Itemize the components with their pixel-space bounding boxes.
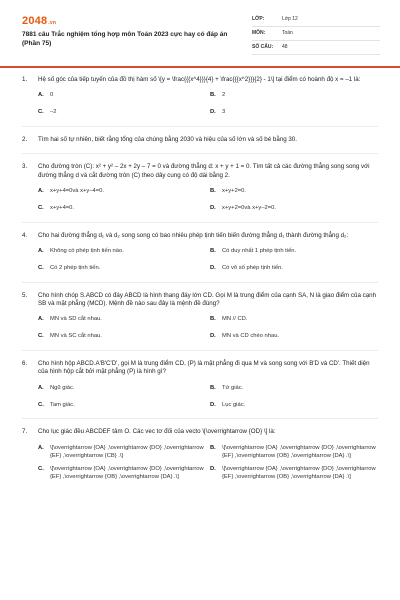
options: [38, 445, 378, 482]
option-text: MN và SD cắt nhau.: [50, 316, 102, 323]
option-c[interactable]: [38, 333, 210, 341]
option-letter: A.: [38, 384, 44, 391]
meta-label: SỐ CÂU:: [252, 44, 274, 51]
question-number: 7.: [22, 428, 28, 436]
question-7: [0, 428, 400, 482]
option-text: 2: [222, 92, 226, 99]
meta-row-class: [252, 13, 380, 27]
option-b[interactable]: [210, 188, 382, 196]
meta-label: LỚP:: [252, 16, 265, 23]
option-letter: A.: [38, 248, 44, 255]
option-d[interactable]: [210, 205, 382, 213]
option-a[interactable]: [38, 248, 210, 256]
question-text: Cho hình chóp S.ABCD có đáy ABCD là hình thang đáy lớn CD. Gọi M là trung điểm của cạnh SA, N là giao điểm của cạnh SB và mặt phẳng (MCD). Mệnh đề nào sau đây là mệnh đề đúng?: [38, 291, 377, 308]
question-number: 1.: [22, 76, 28, 83]
meta-value: 48: [282, 44, 288, 51]
option-d[interactable]: [210, 265, 382, 273]
question-1: [0, 76, 400, 117]
question-text: Tìm hai số tự nhiên, biết rằng tổng của chúng bằng 2030 và hiệu của số lớn và số bé bằng 30.: [38, 135, 297, 143]
option-text: MN và CD chéo nhau.: [222, 333, 280, 340]
question-5: [0, 292, 400, 341]
option-a[interactable]: [38, 385, 210, 393]
option-text: –2: [50, 109, 57, 116]
option-letter: A.: [38, 444, 44, 451]
option-letter: D.: [210, 109, 216, 116]
divider: [22, 418, 378, 419]
option-letter: B.: [210, 188, 216, 195]
option-text: \[\overrightarrow {OA} ,\overrightarrow {DO} ,\overrightarrow {EF} ,\overrightarrow {OB} ,\overrightarrow {DA} .\]: [50, 466, 204, 481]
option-a[interactable]: [38, 92, 210, 100]
options: [38, 248, 378, 273]
option-letter: D.: [210, 264, 216, 271]
option-letter: D.: [210, 466, 216, 473]
meta-table: [252, 13, 380, 55]
question-text: Cho đường tròn (C): x² + y² – 2x + 2y – 7 = 0 và đường thẳng d: x + y + 1 = 0. Tìm tất cả các đường thẳng song song với đường thẳng d và cắt đường tròn (C) theo dây cung có độ dài bằng 2.: [38, 163, 370, 179]
option-b[interactable]: [210, 248, 382, 256]
option-letter: C.: [38, 466, 44, 473]
option-text: Không có phép tịnh tiến nào.: [50, 248, 124, 255]
option-letter: C.: [38, 204, 44, 211]
option-letter: D.: [210, 401, 216, 408]
option-letter: C.: [38, 264, 44, 271]
option-c[interactable]: [38, 205, 210, 213]
question-3: [0, 163, 400, 212]
option-text: \[\overrightarrow {OA} ,\overrightarrow {DO} ,\overrightarrow {EF} ,\overrightarrow {OB} ,\overrightarrow {DA} .\]: [222, 466, 376, 481]
question-text: Hệ số góc của tiếp tuyến của đồ thị hàm số \[y = \frac{{{x^4}}}{4} + \frac{{{x^2}}}{2} - 1\] tại điểm có hoành độ x = –1 là:: [38, 76, 361, 83]
option-c[interactable]: [38, 109, 210, 117]
option-text: Ngũ giác.: [50, 384, 75, 391]
option-letter: B.: [210, 92, 216, 99]
option-d[interactable]: [210, 466, 382, 482]
option-letter: B.: [210, 248, 216, 255]
options: [38, 385, 378, 410]
page-title: 7881 câu Trắc nghiệm tổng hợp môn Toán 2023 cực hay có đáp án (Phần 75): [22, 31, 228, 48]
option-b[interactable]: [210, 445, 382, 461]
header-divider: [0, 66, 400, 68]
option-a[interactable]: [38, 316, 210, 324]
option-text: Có duy nhất 1 phép tịnh tiến.: [222, 248, 297, 255]
option-text: Có vô số phép tịnh tiến.: [222, 264, 283, 271]
option-text: \[\overrightarrow {OA} ,\overrightarrow {DO} ,\overrightarrow {EF} ,\overrightarrow {CB} .\]: [50, 444, 204, 459]
option-d[interactable]: [210, 333, 382, 341]
option-c[interactable]: [38, 402, 210, 410]
divider: [22, 153, 378, 154]
option-c[interactable]: [38, 265, 210, 273]
option-text: Tứ giác.: [222, 384, 244, 391]
divider: [22, 222, 378, 223]
header: [0, 0, 400, 66]
option-text: Tam giác.: [50, 401, 75, 408]
question-number: 4.: [22, 231, 28, 239]
divider: [22, 126, 378, 127]
option-letter: B.: [210, 444, 216, 451]
option-text: Có 2 phép tịnh tiến.: [50, 264, 101, 271]
option-text: \[\overrightarrow {OA} ,\overrightarrow {DO} ,\overrightarrow {EF} ,\overrightarrow {OB} ,\overrightarrow {DA} .\]: [222, 444, 376, 459]
question-number: 5.: [22, 291, 28, 299]
option-b[interactable]: [210, 385, 382, 393]
divider: [22, 282, 378, 283]
option-letter: A.: [38, 92, 44, 99]
option-a[interactable]: [38, 188, 210, 196]
meta-row-count: [252, 41, 380, 55]
option-letter: D.: [210, 333, 216, 340]
logo-text: 2048: [22, 15, 48, 27]
question-6: [0, 360, 400, 409]
option-a[interactable]: [38, 445, 210, 461]
meta-row-subject: [252, 27, 380, 41]
option-letter: A.: [38, 316, 44, 323]
question-text: Cho hai đường thẳng d₁ và d₂ song song có bao nhiêu phép tịnh tiến biến đường thẳng d₁ thành đường thẳng d₂:: [38, 231, 349, 239]
option-d[interactable]: [210, 402, 382, 410]
option-letter: A.: [38, 188, 44, 195]
question-number: 3.: [22, 163, 28, 171]
question-text: Cho lục giác đều ABCDEF tâm O. Các vec tơ đối của vecto \[\overrightarrow {OD} \] là:: [38, 428, 276, 436]
site-logo[interactable]: [22, 14, 56, 29]
option-text: MN và SC cắt nhau.: [50, 333, 102, 340]
option-letter: C.: [38, 333, 44, 340]
meta-value: Lớp 12: [282, 16, 298, 23]
meta-label: MÔN:: [252, 30, 266, 37]
option-text: 0: [50, 92, 54, 99]
logo-suffix: .vn: [48, 20, 57, 26]
question-4: [0, 232, 400, 273]
option-c[interactable]: [38, 466, 210, 482]
options: [38, 188, 378, 213]
option-letter: C.: [38, 401, 44, 408]
option-text: MN // CD.: [222, 316, 248, 323]
meta-value: Toán: [282, 30, 293, 37]
question-list: [0, 76, 400, 490]
option-d[interactable]: [210, 109, 382, 117]
option-letter: D.: [210, 204, 216, 211]
option-text: x+y+4=0và x+y–4=0.: [50, 188, 104, 195]
options: [38, 316, 378, 341]
option-b[interactable]: [210, 92, 382, 100]
option-text: x+y+2=0và x+y–2=0.: [222, 204, 276, 211]
option-text: x+y+2=0.: [222, 188, 247, 195]
options: [38, 92, 378, 117]
option-letter: B.: [210, 316, 216, 323]
divider: [22, 350, 378, 351]
question-number: 2.: [22, 135, 28, 143]
question-number: 6.: [22, 360, 28, 368]
option-b[interactable]: [210, 316, 382, 324]
question-2: [0, 136, 400, 144]
question-text: Cho hình hộp ABCD.A'B'C'D', gọi M là trung điểm CD, (P) là mặt phẳng đi qua M và song song với B'D và CD'. Thiết diện của hình hộp cắt bởi mặt phẳng (P) là hình gì?: [38, 360, 370, 376]
option-text: Lục giác.: [222, 401, 246, 408]
option-text: x+y+4=0.: [50, 204, 75, 211]
option-text: 3: [222, 109, 226, 116]
option-letter: B.: [210, 384, 216, 391]
option-letter: C.: [38, 109, 44, 116]
